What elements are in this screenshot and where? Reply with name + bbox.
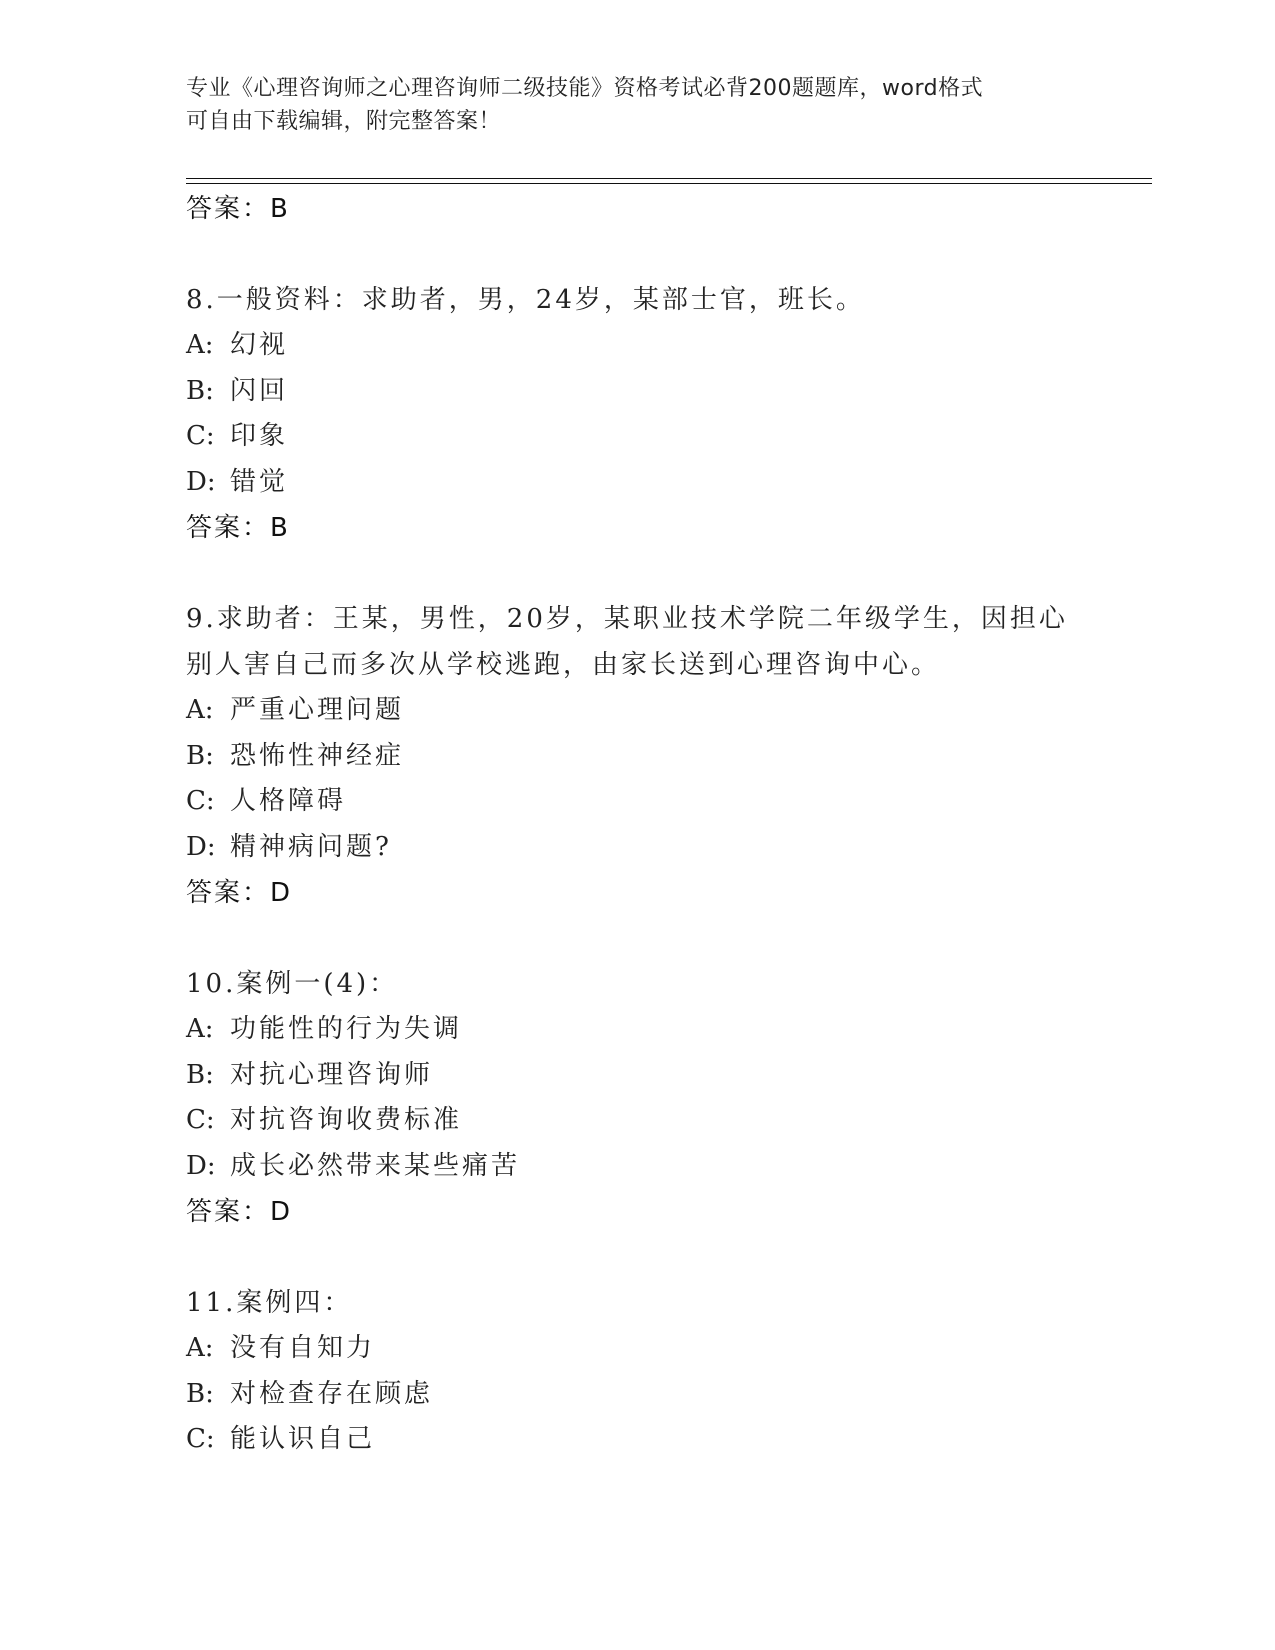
- question-block-8: [186, 277, 1086, 551]
- option-c: [186, 779, 1086, 825]
- option-key: D:: [186, 466, 216, 497]
- option-text: 人格障碍: [230, 786, 347, 816]
- option-d: [186, 1144, 1086, 1190]
- option-key: D:: [186, 1150, 216, 1181]
- answer-label: 答案：: [186, 194, 271, 224]
- question-block-10: [186, 961, 1086, 1235]
- option-c: [186, 1098, 1086, 1144]
- answer-label: 答案：: [186, 1197, 271, 1227]
- option-text: 幻视: [230, 330, 289, 360]
- option-c: [186, 414, 1086, 460]
- answer-label: 答案：: [186, 513, 271, 543]
- answer-line: [186, 870, 1086, 916]
- answer-label: 答案：: [186, 878, 271, 908]
- option-key: C:: [186, 1424, 215, 1454]
- option-b: [186, 1372, 1086, 1418]
- option-b: [186, 369, 1086, 415]
- option-key: A:: [186, 695, 214, 725]
- option-a: [186, 1007, 1086, 1053]
- question-stem: 8.一般资料：求助者，男，24岁，某部士官，班长。: [186, 285, 865, 315]
- option-text: 严重心理问题: [230, 695, 405, 725]
- header-line-2: 可自由下载编辑，附完整答案！: [186, 109, 502, 134]
- option-c: [186, 1417, 1086, 1463]
- option-key: A:: [186, 1014, 214, 1044]
- option-text: 功能性的行为失调: [230, 1014, 463, 1044]
- question-stem: 10.案例一(4)：: [186, 969, 399, 999]
- answer-value: B: [270, 513, 288, 543]
- option-text: 闪回: [230, 375, 289, 406]
- option-text: 对检查存在顾虑: [230, 1378, 434, 1409]
- option-text: 没有自知力: [230, 1333, 376, 1363]
- question-block-9: [186, 596, 1086, 916]
- option-key: A:: [186, 1333, 214, 1363]
- option-text: 印象: [230, 421, 289, 451]
- document-body: [186, 186, 1086, 1463]
- option-key: A:: [186, 330, 214, 360]
- answer-value: D: [270, 878, 291, 908]
- option-text: 对抗心理咨询师: [230, 1059, 434, 1090]
- option-text: 成长必然带来某些痛苦: [230, 1150, 521, 1181]
- answer-line: [186, 186, 1086, 232]
- option-key: D:: [186, 831, 216, 862]
- option-key: C:: [186, 786, 215, 816]
- option-b: [186, 734, 1086, 780]
- option-key: B:: [186, 1378, 214, 1409]
- option-text: 能认识自己: [230, 1424, 376, 1454]
- option-a: [186, 1326, 1086, 1372]
- option-text: 精神病问题?: [230, 831, 392, 862]
- header-rule-bottom: [186, 183, 1152, 184]
- answer-line: [186, 505, 1086, 551]
- option-b: [186, 1053, 1086, 1099]
- question-stem: 11.案例四：: [186, 1288, 353, 1318]
- option-text: 恐怖性神经症: [230, 740, 405, 771]
- question-stem-line-1: 9.求助者：王某，男性，20岁，某职业技术学院二年级学生，因担心: [186, 604, 1068, 634]
- option-d: [186, 460, 1086, 506]
- option-text: 错觉: [230, 466, 289, 497]
- option-key: B:: [186, 740, 214, 771]
- option-a: [186, 323, 1086, 369]
- document-header: [186, 72, 1086, 138]
- option-text: 对抗咨询收费标准: [230, 1105, 463, 1135]
- answer-value: B: [270, 194, 288, 224]
- option-key: B:: [186, 1059, 214, 1090]
- option-key: C:: [186, 1105, 215, 1135]
- option-d: [186, 825, 1086, 871]
- header-rule-top: [186, 178, 1152, 179]
- answer-value: D: [270, 1197, 291, 1227]
- answer-line: [186, 1189, 1086, 1235]
- header-line-1: 专业《心理咨询师之心理咨询师二级技能》资格考试必背200题题库，word格式: [186, 76, 984, 101]
- question-block-11: [186, 1280, 1086, 1463]
- option-key: C:: [186, 421, 215, 451]
- question-stem-line-2: 别人害自己而多次从学校逃跑，由家长送到心理咨询中心。: [186, 650, 941, 680]
- option-key: B:: [186, 375, 214, 406]
- option-a: [186, 688, 1086, 734]
